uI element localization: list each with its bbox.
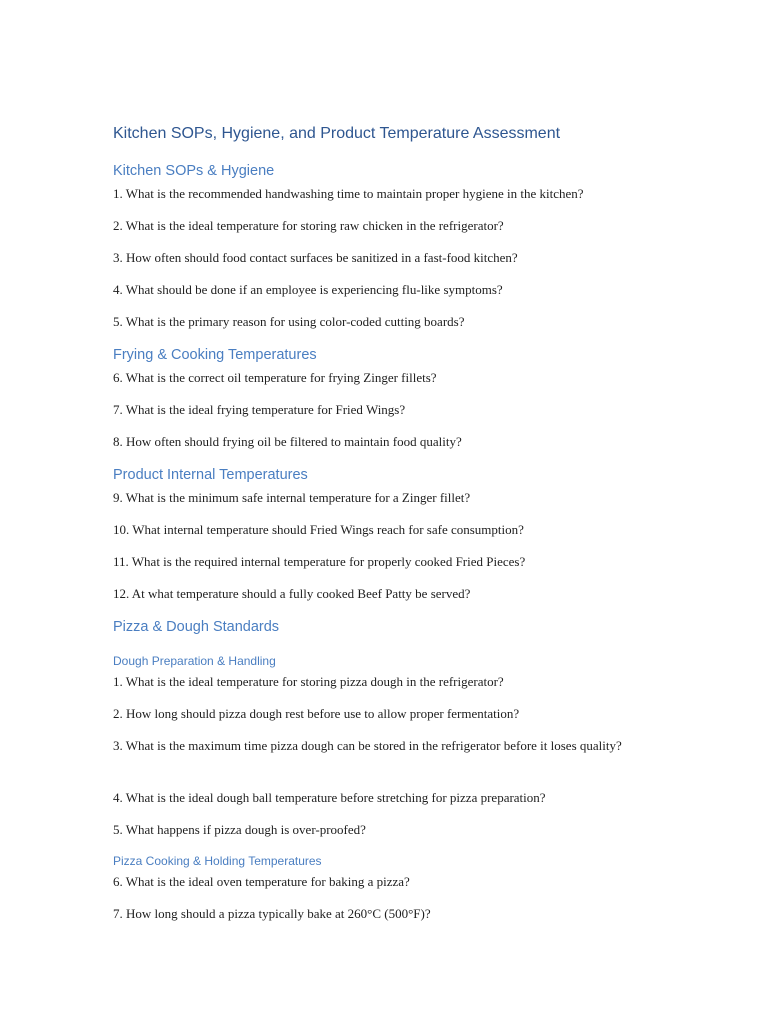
question: 6. What is the correct oil temperature for frying Zinger fillets? (113, 370, 437, 385)
question: 4. What should be done if an employee is experiencing flu-like symptoms? (113, 282, 503, 297)
question: 5. What happens if pizza dough is over-proofed? (113, 822, 366, 837)
question: 8. How often should frying oil be filtered to maintain food quality? (113, 434, 462, 449)
section-heading-internal-temps: Product Internal Temperatures (113, 467, 308, 483)
question: 1. What is the recommended handwashing time to maintain proper hygiene in the kitchen? (113, 186, 584, 201)
section-heading-pizza: Pizza & Dough Standards (113, 619, 280, 635)
subsection-heading-pizza-cooking: Pizza Cooking & Holding Temperatures (113, 854, 322, 868)
question: 4. What is the ideal dough ball temperature before stretching for pizza preparation? (113, 790, 546, 805)
question: 3. What is the maximum time pizza dough can be stored in the refrigerator before it loses quality? (113, 738, 622, 753)
subsection-heading-dough: Dough Preparation & Handling (113, 654, 276, 668)
question: 2. How long should pizza dough rest before use to allow proper fermentation? (113, 706, 520, 721)
question: 3. How often should food contact surfaces be sanitized in a fast-food kitchen? (113, 250, 518, 265)
question: 11. What is the required internal temperature for properly cooked Fried Pieces? (113, 554, 526, 569)
question: 2. What is the ideal temperature for storing raw chicken in the refrigerator? (113, 218, 504, 233)
section-heading-frying: Frying & Cooking Temperatures (113, 347, 317, 363)
question: 7. How long should a pizza typically bake at 260°C (500°F)? (113, 906, 431, 921)
question: 10. What internal temperature should Fried Wings reach for safe consumption? (113, 522, 524, 537)
question: 6. What is the ideal oven temperature for baking a pizza? (113, 874, 410, 889)
question: 5. What is the primary reason for using color-coded cutting boards? (113, 314, 465, 329)
question: 1. What is the ideal temperature for storing pizza dough in the refrigerator? (113, 674, 504, 689)
document-title: Kitchen SOPs, Hygiene, and Product Temperature Assessment (113, 125, 561, 142)
question: 9. What is the minimum safe internal temperature for a Zinger fillet? (113, 490, 471, 505)
question: 12. At what temperature should a fully cooked Beef Patty be served? (113, 586, 471, 601)
question: 7. What is the ideal frying temperature for Fried Wings? (113, 402, 406, 417)
section-heading-kitchen-sops: Kitchen SOPs & Hygiene (113, 163, 275, 179)
